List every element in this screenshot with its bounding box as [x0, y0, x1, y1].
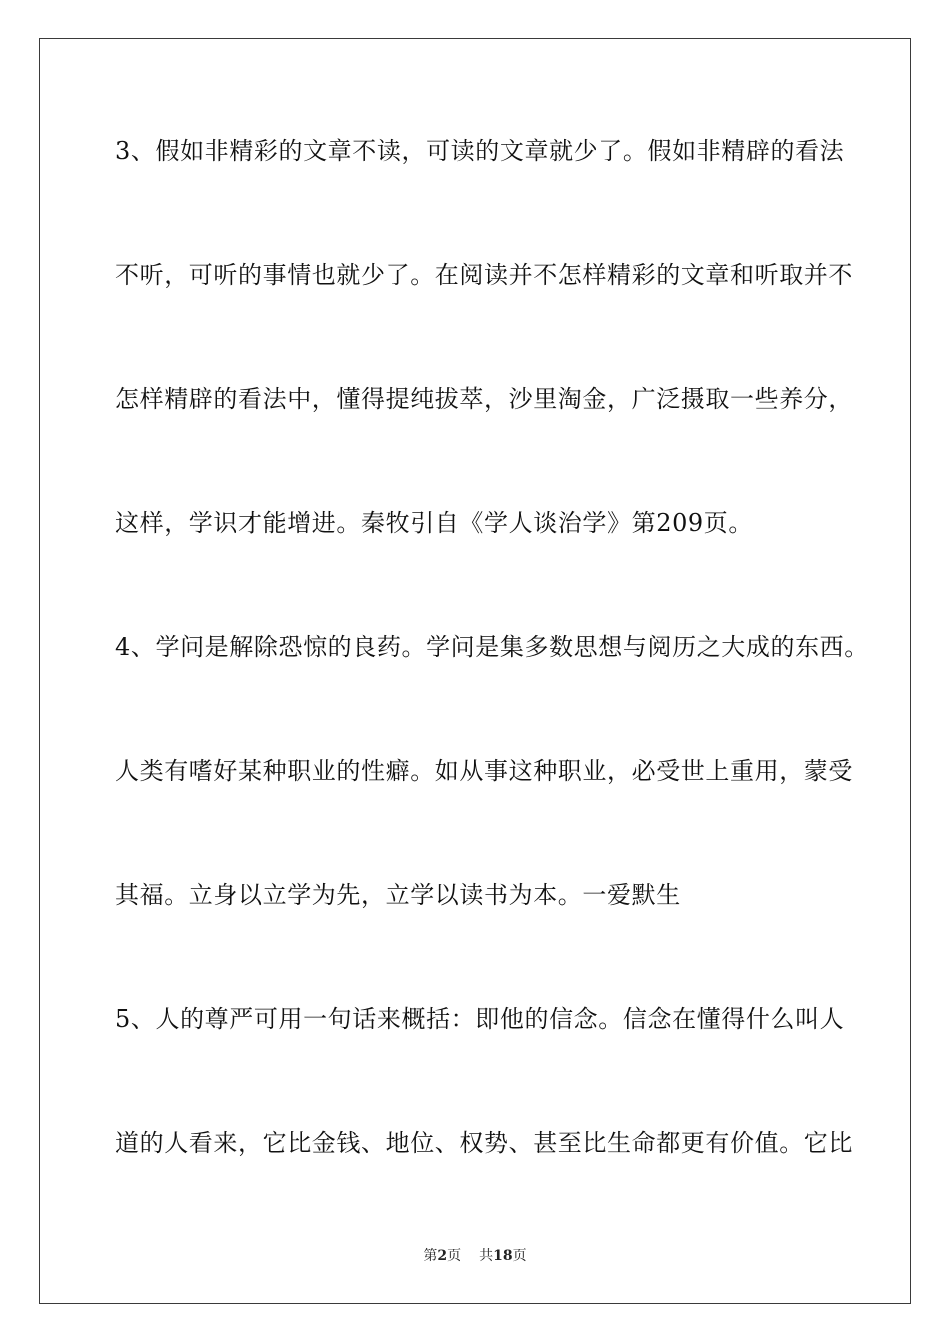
- text-line: 其福。立身以立学为先，立学以读书为本。一爱默生: [115, 881, 681, 909]
- footer-total-suffix: 页: [512, 1248, 527, 1264]
- text-line: 这样，学识才能增进。秦牧引自《学人谈治学》第209页。: [115, 509, 754, 537]
- text-line: 5、人的尊严可用一句话来概括：即他的信念。信念在懂得什么叫人: [115, 1005, 845, 1033]
- page-footer: [0, 1247, 950, 1265]
- footer-page-number: 2: [437, 1248, 448, 1264]
- text-line: 怎样精辟的看法中，懂得提纯拔萃，沙里淘金，广泛摄取一些养分，: [115, 385, 853, 413]
- page-border: [39, 38, 911, 1304]
- text-line: 3、假如非精彩的文章不读，可读的文章就少了。假如非精辟的看法: [115, 137, 845, 165]
- footer-page-prefix: 第: [423, 1248, 438, 1264]
- text-line: 不听，可听的事情也就少了。在阅读并不怎样精彩的文章和听取并不: [115, 261, 853, 289]
- footer-total-pages: 18: [493, 1248, 513, 1264]
- footer-page-suffix: 页: [447, 1248, 462, 1264]
- text-line: 人类有嗜好某种职业的性癖。如从事这种职业，必受世上重用，蒙受: [115, 757, 853, 785]
- text-line: 4、学问是解除恐惊的良药。学问是集多数思想与阅历之大成的东西。: [115, 633, 869, 661]
- text-line: 道的人看来，它比金钱、地位、权势、甚至比生命都更有价值。它比: [115, 1129, 853, 1157]
- footer-total-prefix: 共: [479, 1248, 494, 1264]
